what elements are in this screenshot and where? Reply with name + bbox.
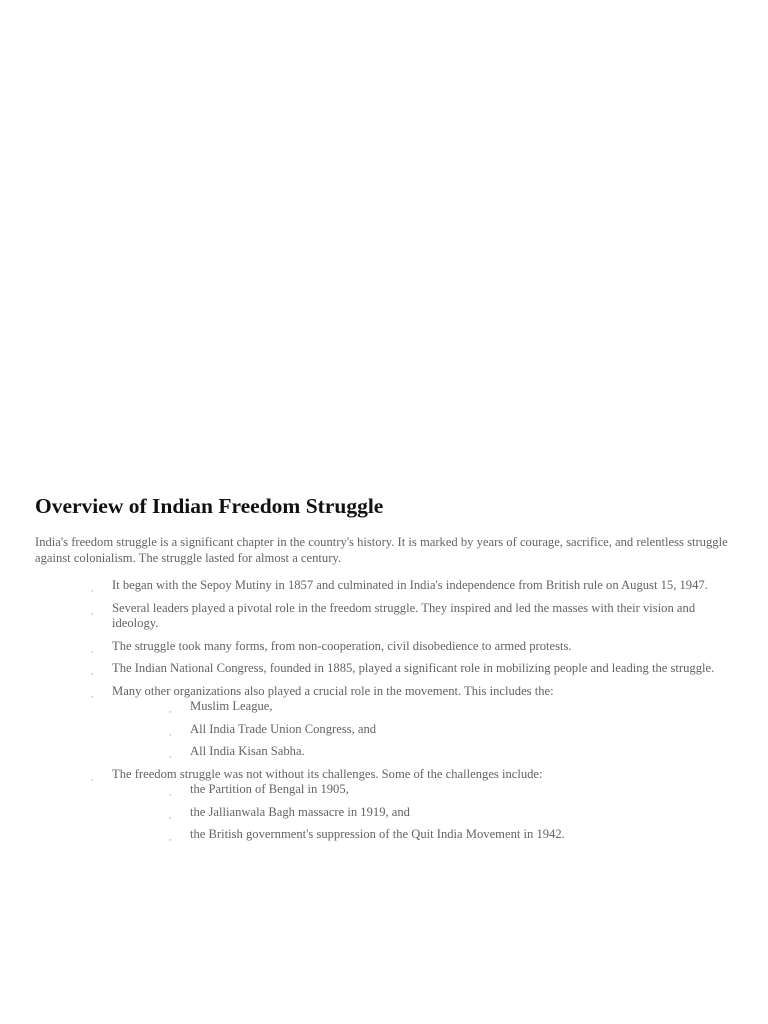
list-item bbox=[0, 578, 768, 594]
sub-list-item bbox=[0, 722, 768, 738]
bullet-icon: ◦ bbox=[91, 609, 94, 618]
list-item-text: The Indian National Congress, founded in 1885, played a significant role in mobilizing people and leading the struggle. bbox=[112, 661, 715, 675]
sub-list-item-text: the Jallianwala Bagh massacre in 1919, and bbox=[190, 804, 410, 819]
list-item bbox=[0, 639, 768, 655]
intro-paragraph: India's freedom struggle is a significant chapter in the country's history. It is marked by years of courage, sacrifice, and relentless struggle against colonialism. The struggle lasted for almost a century. bbox=[35, 535, 728, 565]
bullet-icon: ◦ bbox=[91, 775, 94, 784]
list-item bbox=[0, 684, 768, 760]
sub-list bbox=[0, 699, 768, 760]
sub-bullet-icon: ◦ bbox=[169, 813, 172, 822]
sub-bullet-icon: ◦ bbox=[169, 708, 172, 716]
sub-list-item bbox=[0, 805, 768, 821]
page-title: Overview of Indian Freedom Struggle bbox=[35, 494, 384, 518]
sub-list bbox=[0, 782, 768, 843]
bullet-list bbox=[0, 578, 768, 850]
sub-list-item-text: the British government's suppression of the Quit India Movement in 1942. bbox=[190, 827, 565, 841]
list-item bbox=[0, 601, 768, 632]
sub-list-item bbox=[0, 699, 768, 715]
sub-list-item bbox=[0, 744, 768, 760]
bullet-icon: ◦ bbox=[91, 587, 94, 595]
list-item-text: The struggle took many forms, from non-cooperation, civil disobedience to armed protests. bbox=[112, 638, 572, 653]
sub-list-item bbox=[0, 782, 768, 798]
sub-bullet-icon: ◦ bbox=[169, 791, 172, 799]
sub-list-item-text: All India Kisan Sabha. bbox=[190, 744, 305, 758]
list-item-text: The freedom struggle was not without its challenges. Some of the challenges include: bbox=[112, 766, 543, 781]
sub-bullet-icon: ◦ bbox=[169, 836, 172, 844]
sub-bullet-icon: ◦ bbox=[169, 753, 172, 761]
sub-bullet-icon: ◦ bbox=[169, 730, 172, 739]
sub-list-item bbox=[0, 827, 768, 843]
bullet-icon: ◦ bbox=[91, 647, 94, 656]
sub-list-item-text: Muslim League, bbox=[190, 699, 273, 713]
list-item-text: Many other organizations also played a crucial role in the movement. This includes the: bbox=[112, 683, 554, 698]
list-item-text: Several leaders played a pivotal role in the freedom struggle. They inspired and led the masses with their vision and ideology. bbox=[112, 600, 696, 630]
sub-list-item-text: the Partition of Bengal in 1905, bbox=[190, 782, 349, 796]
list-item-text: It began with the Sepoy Mutiny in 1857 and culminated in India's independence from British rule on August 15, 1947. bbox=[112, 578, 708, 592]
list-item bbox=[0, 767, 768, 843]
sub-list-item-text: All India Trade Union Congress, and bbox=[190, 721, 377, 736]
bullet-icon: ◦ bbox=[91, 692, 94, 701]
list-item bbox=[0, 661, 768, 677]
bullet-icon: ◦ bbox=[91, 670, 94, 678]
